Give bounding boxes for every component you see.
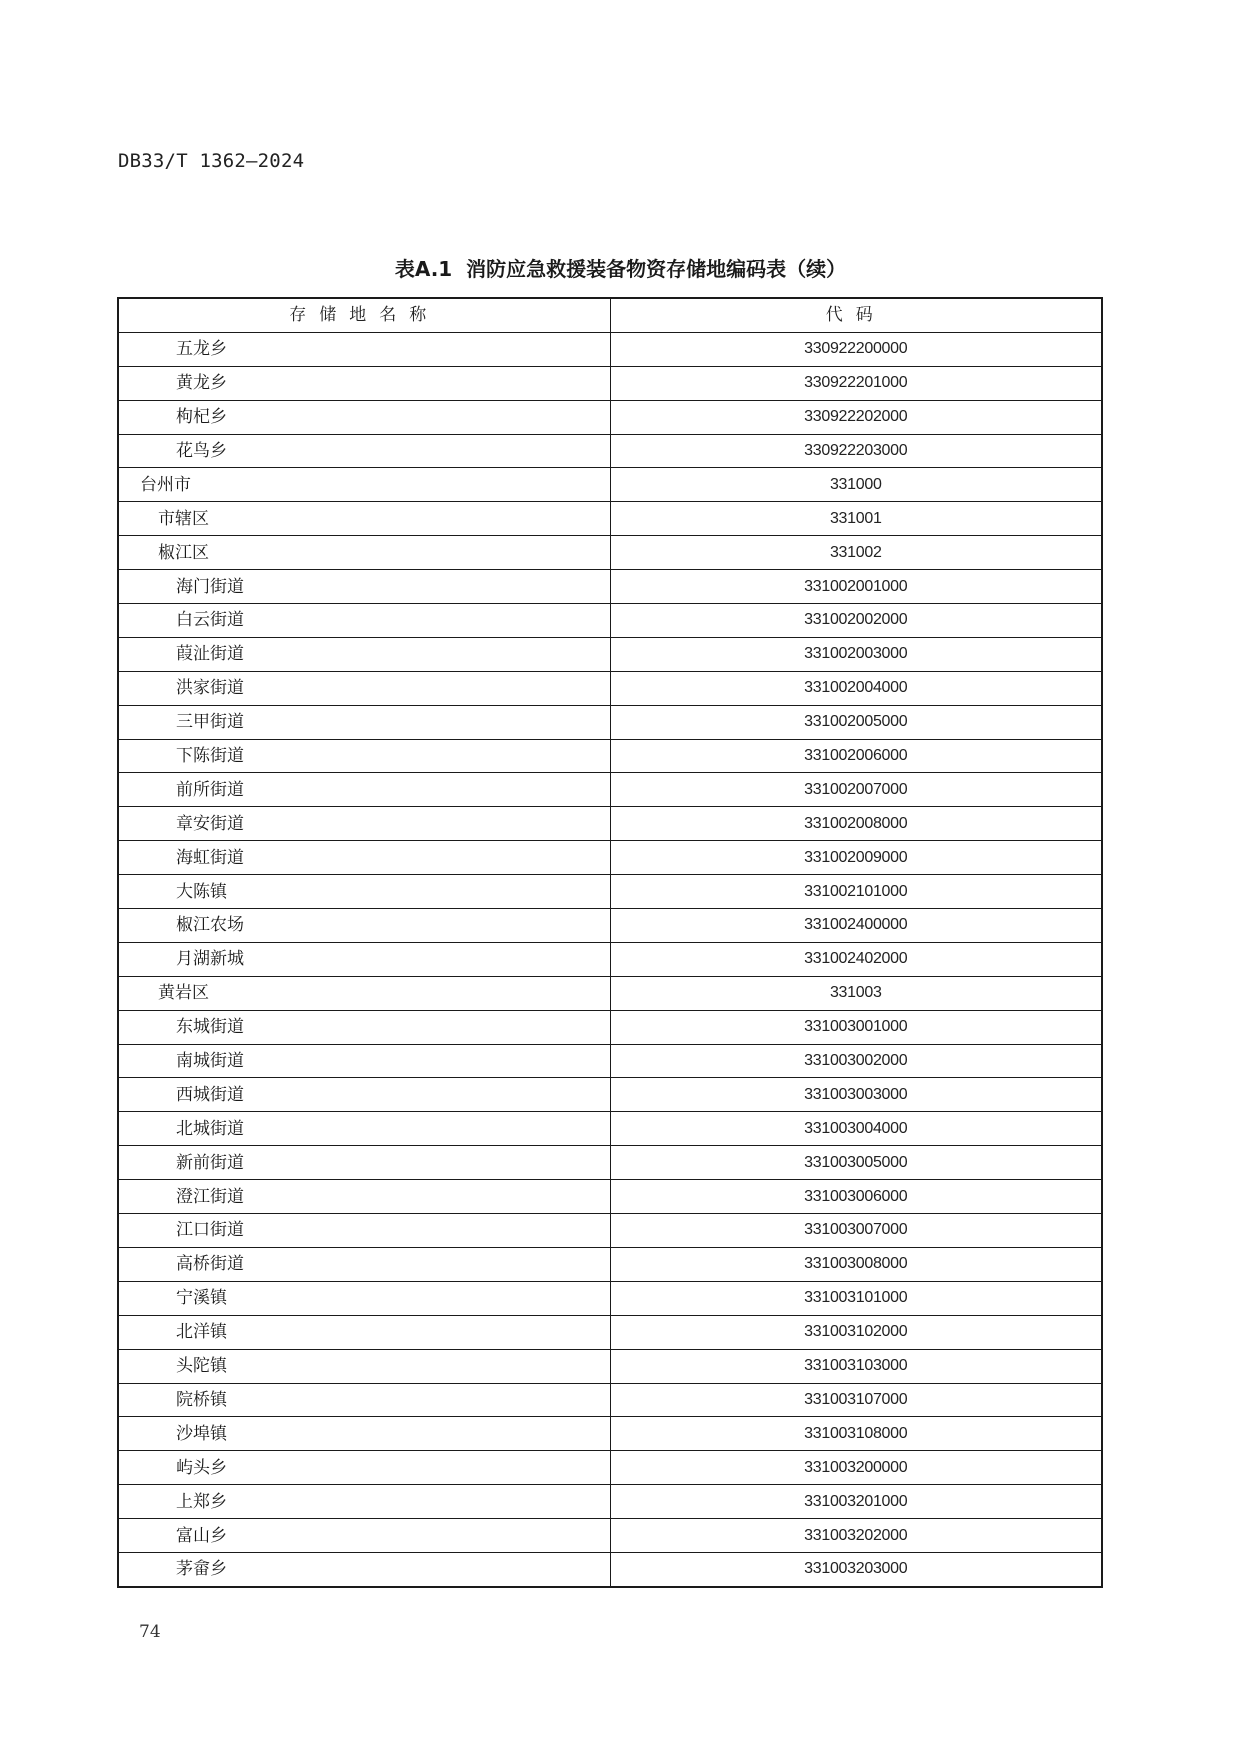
table-row	[118, 1146, 1102, 1180]
location-name-cell: 黄岩区	[118, 976, 610, 1010]
table-row	[118, 637, 1102, 671]
location-code-cell: 331002005000	[610, 705, 1102, 739]
table-row	[118, 976, 1102, 1010]
location-name-cell: 宁溪镇	[118, 1281, 610, 1315]
location-code-cell: 331003002000	[610, 1044, 1102, 1078]
table-row	[118, 875, 1102, 909]
location-code-cell: 330922200000	[610, 332, 1102, 366]
location-name-cell: 月湖新城	[118, 942, 610, 976]
location-name-cell: 前所街道	[118, 773, 610, 807]
location-code-cell: 331002004000	[610, 671, 1102, 705]
location-code-cell: 331003003000	[610, 1078, 1102, 1112]
location-name-cell: 富山乡	[118, 1519, 610, 1553]
location-name-cell: 东城街道	[118, 1010, 610, 1044]
location-name-cell: 章安街道	[118, 807, 610, 841]
column-header-code: 代码	[610, 298, 1102, 332]
page-number: 74	[139, 1622, 161, 1642]
location-name-cell: 北洋镇	[118, 1315, 610, 1349]
table-row	[118, 502, 1102, 536]
location-name-cell: 头陀镇	[118, 1349, 610, 1383]
table-row	[118, 942, 1102, 976]
table-row	[118, 1010, 1102, 1044]
location-name-cell: 椒江农场	[118, 909, 610, 943]
location-code-cell: 331003202000	[610, 1519, 1102, 1553]
table-row	[118, 1383, 1102, 1417]
location-name-cell: 澄江街道	[118, 1180, 610, 1214]
table-row	[118, 570, 1102, 604]
location-name-cell: 葭沚街道	[118, 637, 610, 671]
location-code-cell: 331003200000	[610, 1451, 1102, 1485]
location-code-cell: 330922202000	[610, 400, 1102, 434]
location-code-cell: 331002	[610, 536, 1102, 570]
location-name-cell: 白云街道	[118, 604, 610, 638]
location-code-cell: 331003108000	[610, 1417, 1102, 1451]
location-code-cell: 331002002000	[610, 604, 1102, 638]
location-code-cell: 331002003000	[610, 637, 1102, 671]
table-row	[118, 1485, 1102, 1519]
location-name-cell: 洪家街道	[118, 671, 610, 705]
location-code-cell: 331002008000	[610, 807, 1102, 841]
table-row	[118, 1417, 1102, 1451]
location-code-cell: 331003004000	[610, 1112, 1102, 1146]
table-row	[118, 807, 1102, 841]
location-code-cell: 331003201000	[610, 1485, 1102, 1519]
location-name-cell: 下陈街道	[118, 739, 610, 773]
table-body	[118, 332, 1102, 1586]
location-name-cell: 黄龙乡	[118, 366, 610, 400]
table-row	[118, 332, 1102, 366]
location-code-cell: 331003006000	[610, 1180, 1102, 1214]
location-name-cell: 院桥镇	[118, 1383, 610, 1417]
table-row	[118, 1519, 1102, 1553]
location-code-cell: 331003203000	[610, 1552, 1102, 1586]
table-row	[118, 434, 1102, 468]
table-title: 表A.1 消防应急救援装备物资存储地编码表（续）	[394, 257, 847, 281]
location-name-cell: 南城街道	[118, 1044, 610, 1078]
location-name-cell: 高桥街道	[118, 1247, 610, 1281]
table-row	[118, 604, 1102, 638]
table-row	[118, 1451, 1102, 1485]
column-header-name: 存储地名称	[118, 298, 610, 332]
location-code-cell: 331002402000	[610, 942, 1102, 976]
location-name-cell: 花鸟乡	[118, 434, 610, 468]
location-code-cell: 331001	[610, 502, 1102, 536]
location-code-cell: 331002001000	[610, 570, 1102, 604]
table-row	[118, 705, 1102, 739]
table-header-row	[118, 298, 1102, 332]
location-code-cell: 330922203000	[610, 434, 1102, 468]
location-code-cell: 331003101000	[610, 1281, 1102, 1315]
location-code-cell: 331003102000	[610, 1315, 1102, 1349]
location-code-cell: 331003103000	[610, 1349, 1102, 1383]
location-code-cell: 331002009000	[610, 841, 1102, 875]
table-row	[118, 1180, 1102, 1214]
table-row	[118, 366, 1102, 400]
location-name-cell: 海门街道	[118, 570, 610, 604]
table-row	[118, 400, 1102, 434]
location-code-cell: 331003008000	[610, 1247, 1102, 1281]
location-name-cell: 市辖区	[118, 502, 610, 536]
table-row	[118, 1214, 1102, 1248]
location-code-cell: 330922201000	[610, 366, 1102, 400]
location-name-cell: 江口街道	[118, 1214, 610, 1248]
table-row	[118, 1247, 1102, 1281]
table-row	[118, 1315, 1102, 1349]
location-code-cell: 331000	[610, 468, 1102, 502]
document-code: DB33/T 1362—2024	[118, 150, 305, 172]
location-name-cell: 五龙乡	[118, 332, 610, 366]
location-name-cell: 台州市	[118, 468, 610, 502]
table-row	[118, 1044, 1102, 1078]
location-code-cell: 331003	[610, 976, 1102, 1010]
location-name-cell: 椒江区	[118, 536, 610, 570]
storage-location-code-table	[117, 297, 1103, 1588]
location-code-cell: 331003001000	[610, 1010, 1102, 1044]
location-code-cell: 331002007000	[610, 773, 1102, 807]
table-row	[118, 1078, 1102, 1112]
location-code-cell: 331002400000	[610, 909, 1102, 943]
table-row	[118, 1349, 1102, 1383]
table-row	[118, 1112, 1102, 1146]
location-name-cell: 大陈镇	[118, 875, 610, 909]
table-row	[118, 671, 1102, 705]
location-code-cell: 331003005000	[610, 1146, 1102, 1180]
location-code-cell: 331002101000	[610, 875, 1102, 909]
location-name-cell: 枸杞乡	[118, 400, 610, 434]
table-row	[118, 1281, 1102, 1315]
location-name-cell: 茅畲乡	[118, 1552, 610, 1586]
location-name-cell: 北城街道	[118, 1112, 610, 1146]
location-name-cell: 西城街道	[118, 1078, 610, 1112]
table-row	[118, 536, 1102, 570]
location-code-cell: 331003107000	[610, 1383, 1102, 1417]
table-row	[118, 773, 1102, 807]
location-name-cell: 新前街道	[118, 1146, 610, 1180]
location-name-cell: 海虹街道	[118, 841, 610, 875]
location-name-cell: 上郑乡	[118, 1485, 610, 1519]
location-code-cell: 331003007000	[610, 1214, 1102, 1248]
location-name-cell: 三甲街道	[118, 705, 610, 739]
table-row	[118, 468, 1102, 502]
table-row	[118, 841, 1102, 875]
table-row	[118, 739, 1102, 773]
location-code-cell: 331002006000	[610, 739, 1102, 773]
table-row	[118, 909, 1102, 943]
location-name-cell: 屿头乡	[118, 1451, 610, 1485]
location-name-cell: 沙埠镇	[118, 1417, 610, 1451]
table-row	[118, 1552, 1102, 1586]
